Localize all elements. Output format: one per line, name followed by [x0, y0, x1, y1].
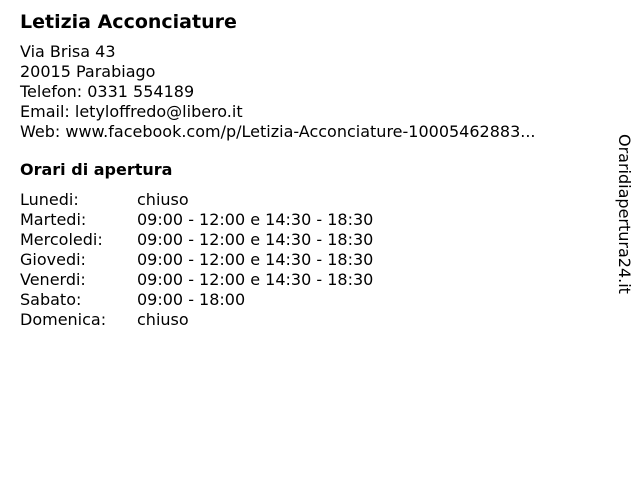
opening-hours-table: [20, 190, 373, 330]
web-line: [20, 122, 600, 142]
hours-row-giovedi: [20, 250, 373, 270]
day-label: Giovedi:: [20, 250, 86, 269]
day-label: Venerdi:: [20, 270, 86, 289]
day-hours: 09:00 - 12:00 e 14:30 - 18:30: [137, 210, 374, 229]
hours-title: Orari di apertura: [20, 160, 173, 179]
hours-row-domenica: [20, 310, 373, 330]
day-hours: 09:00 - 12:00 e 14:30 - 18:30: [137, 250, 374, 269]
day-hours: 09:00 - 18:00: [137, 290, 246, 309]
site-brand-vertical: Oraridiapertura24.it: [615, 134, 634, 294]
phone-label: Telefon:: [20, 82, 83, 101]
hours-row-mercoledi: [20, 230, 373, 250]
web-label: Web:: [20, 122, 61, 141]
day-label: Mercoledi:: [20, 230, 103, 249]
hours-row-sabato: [20, 290, 373, 310]
hours-row-venerdi: [20, 270, 373, 290]
web-link[interactable]: www.facebook.com/p/Letizia-Acconciature-10005462883...: [65, 122, 536, 141]
email-label: Email:: [20, 102, 70, 121]
day-hours: 09:00 - 12:00 e 14:30 - 18:30: [137, 270, 374, 289]
day-label: Martedi:: [20, 210, 87, 229]
address-street: Via Brisa 43: [20, 42, 116, 61]
hours-row-martedi: [20, 210, 373, 230]
day-label: Sabato:: [20, 290, 82, 309]
day-hours: chiuso: [137, 310, 189, 329]
business-name: Letizia Acconciature: [20, 11, 237, 33]
day-hours: 09:00 - 12:00 e 14:30 - 18:30: [137, 230, 374, 249]
day-label: Domenica:: [20, 310, 107, 329]
email-address[interactable]: letyloffredo@libero.it: [74, 102, 243, 121]
business-card: [20, 10, 600, 330]
email-line: [20, 102, 600, 122]
address-city: 20015 Parabiago: [20, 62, 156, 81]
hours-row-lunedi: [20, 190, 373, 210]
day-label: Lunedi:: [20, 190, 79, 209]
day-hours: chiuso: [137, 190, 189, 209]
phone-number[interactable]: 0331 554189: [87, 82, 195, 101]
phone-line: [20, 82, 600, 102]
